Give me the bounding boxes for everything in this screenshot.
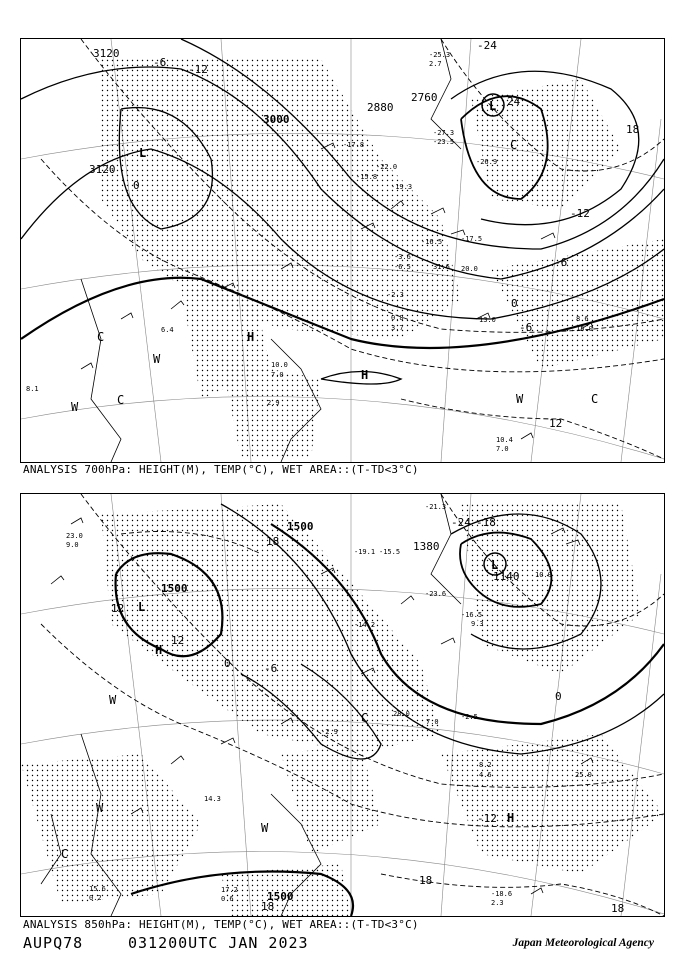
system-label: W: [516, 392, 524, 406]
station-value: 0.8: [391, 314, 404, 322]
temp-label: 18: [626, 123, 640, 136]
temp-label: 12: [171, 634, 185, 647]
station-value: -16.5: [421, 238, 443, 246]
height-label: 3000: [263, 113, 290, 126]
system-label: L: [489, 99, 497, 113]
station-value: -2.5: [461, 713, 478, 721]
height-label: 1500: [161, 582, 188, 595]
station-value: 10.0: [271, 361, 288, 369]
station-value: -15.5: [379, 548, 401, 556]
system-label: L: [491, 558, 499, 572]
temp-label: 0: [511, 297, 518, 310]
height-label: 3120: [89, 163, 116, 176]
station-value: -6.5: [394, 263, 411, 271]
system-label: C: [591, 392, 599, 406]
system-label: C: [97, 330, 105, 344]
station-value: -18.6: [491, 890, 513, 898]
temp-label: 12: [549, 417, 563, 430]
station-value: 0.6: [221, 895, 234, 903]
station-value: -2.3: [387, 291, 404, 299]
temp-label: -6: [153, 56, 167, 69]
station-value: -27.3: [433, 129, 455, 137]
product-code: AUPQ78: [23, 934, 84, 952]
temp-label: -12: [188, 63, 208, 76]
station-value: -2.9: [321, 728, 338, 736]
map-700hpa-canvas: [21, 39, 664, 462]
station-value: 2.9: [267, 399, 280, 407]
height-label: 2760: [411, 91, 438, 104]
station-value: -14.2: [354, 621, 376, 629]
caption-700hpa: ANALYSIS 700hPa: HEIGHT(M), TEMP(°C), WET AREA::(T-TD<3°C): [23, 463, 419, 476]
temp-label: -6: [554, 256, 568, 269]
temp-label: 18: [261, 900, 275, 913]
station-value: -23.5: [433, 138, 455, 146]
station-value: 6.4: [161, 326, 174, 334]
height-label: 3120: [93, 47, 120, 60]
station-value: 7.0: [496, 445, 509, 453]
system-label: W: [96, 801, 104, 815]
map-panel-850hpa: [20, 493, 665, 917]
temp-label: -24: [451, 516, 471, 529]
temp-label: -6: [264, 662, 278, 675]
station-value: 10.4: [496, 436, 513, 444]
station-value: 31.6: [433, 263, 450, 271]
height-label: 2880: [367, 101, 394, 114]
station-value: 7.0: [426, 718, 439, 726]
temp-label: -24: [477, 39, 497, 52]
height-label: 1500: [267, 890, 294, 903]
station-value: 25.0: [575, 771, 592, 779]
station-value: -21.3: [425, 503, 447, 511]
temp-label: 0: [555, 690, 562, 703]
station-value: -3.6: [394, 253, 411, 261]
height-label: 1500: [287, 520, 314, 533]
station-value: 8.6: [576, 315, 589, 323]
agency-name: Japan Meteorological Agency: [512, 937, 654, 949]
station-value: 0.2: [89, 894, 102, 902]
station-value: -17.8: [343, 141, 365, 149]
temp-label: 18: [419, 874, 433, 887]
system-label: H: [361, 368, 369, 382]
temp-label: -12: [570, 207, 590, 220]
system-label: W: [109, 693, 117, 707]
station-value: 9.3: [471, 620, 484, 628]
station-value: 9.0: [66, 541, 79, 549]
caption-850hpa: ANALYSIS 850hPa: HEIGHT(M), TEMP(°C), WET AREA::(T-TD<3°C): [23, 918, 419, 931]
station-value: 20.0: [461, 265, 478, 273]
system-label: H: [155, 643, 163, 657]
temp-label: -18: [476, 516, 496, 529]
temp-label: 12: [111, 602, 125, 615]
station-value: 10.0: [535, 571, 552, 579]
station-value: -17.5: [461, 235, 483, 243]
station-value: -19.3: [391, 183, 413, 191]
system-label: C: [61, 847, 69, 861]
station-value: 17.2: [221, 886, 238, 894]
height-label: 1140: [493, 570, 520, 583]
station-value: 4.6: [479, 771, 492, 779]
temp-label: 18: [611, 902, 625, 915]
system-label: C: [117, 393, 125, 407]
map-panel-700hpa: [20, 38, 665, 463]
station-value: 28.0: [393, 710, 410, 718]
station-value: -23.6: [425, 590, 447, 598]
station-value: 23.0: [66, 532, 83, 540]
station-value: -16.5: [461, 611, 483, 619]
system-label: C: [361, 711, 369, 725]
station-value: 15.6: [89, 885, 106, 893]
station-value: 8.1: [26, 385, 39, 393]
system-label: L: [138, 600, 146, 614]
system-label: H: [507, 811, 515, 825]
system-label: W: [71, 400, 79, 414]
temp-label: 24: [507, 95, 521, 108]
station-value: -19.1: [354, 548, 376, 556]
station-value: 8.2: [479, 761, 492, 769]
station-value: -22.0: [376, 163, 398, 171]
system-label: W: [153, 352, 161, 366]
station-value: 2.3: [491, 899, 504, 907]
station-value: 14.3: [204, 795, 221, 803]
temp-label: 0: [224, 657, 231, 670]
station-value: 13.0: [479, 316, 496, 324]
station-value: 2.7: [429, 60, 442, 68]
system-label: L: [139, 146, 147, 160]
station-value: 15.0: [576, 325, 593, 333]
station-value: 7.0: [271, 371, 284, 379]
station-value: -15.8: [356, 173, 378, 181]
valid-time: 031200UTC JAN 2023: [128, 934, 309, 952]
temp-label: 18: [266, 535, 280, 548]
height-label: 1380: [413, 540, 440, 553]
temp-label: 0: [133, 179, 140, 192]
map-850hpa-canvas: [21, 494, 664, 916]
system-label: C: [510, 138, 518, 152]
station-value: 3.7: [391, 324, 404, 332]
temp-label: -6: [519, 321, 533, 334]
station-value: -25.3: [429, 51, 451, 59]
system-label: H: [247, 330, 255, 344]
station-value: -26.9: [476, 158, 498, 166]
temp-label: -12: [477, 812, 497, 825]
system-label: W: [261, 821, 269, 835]
